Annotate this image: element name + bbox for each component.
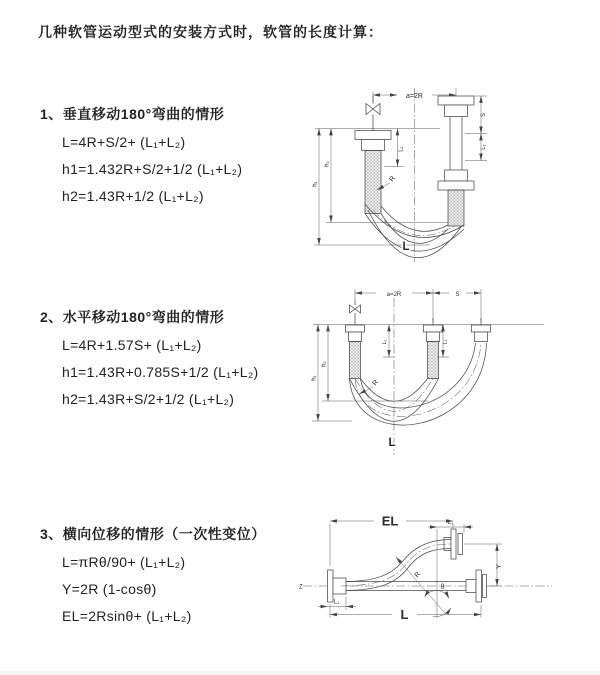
flange-plate [438, 96, 474, 105]
flange-plate [476, 570, 482, 602]
diagram-vertical-180-bend [300, 75, 595, 270]
angle-theta [425, 584, 452, 617]
dim-label-l1-top: L₁ [447, 520, 454, 527]
section-1-heading: 1、垂直移动180°弯曲的情形 [40, 106, 225, 122]
upper-flange-assembly [444, 529, 463, 559]
flange-plate [346, 325, 365, 332]
dim-label-h2: h₂ [321, 361, 328, 367]
dim-label-h2: h₂ [324, 161, 331, 167]
braided-hose [448, 190, 464, 226]
dim-label-theta: θ [440, 584, 445, 591]
dim-a2r [355, 289, 481, 322]
formula-h2: h2=1.43R+S/2+1/2 (L₁+L₂) [62, 391, 235, 407]
middle-pipe-assembly [424, 318, 443, 379]
section-lateral-displacement [40, 524, 300, 635]
formula-L: L=πRθ/90+ (L₁+L₂) [62, 554, 186, 570]
dim-h2 [322, 325, 428, 402]
section-horizontal-180 [40, 307, 300, 418]
flange-collar [362, 140, 385, 151]
dim-label-l1-left: L₁ [381, 339, 388, 345]
valve-icon [350, 300, 361, 325]
left-pipe-assembly [355, 96, 391, 214]
dim-label-h1: h₁ [311, 375, 318, 381]
dim-label-r: R [371, 378, 381, 388]
valve-icon [366, 96, 380, 131]
flange-plate [438, 181, 474, 190]
dim-label-l-total: L [388, 437, 396, 449]
dim-label-s: S [480, 112, 487, 118]
formula-Y: Y=2R (1-cosθ) [62, 581, 157, 597]
dim-l1-right [481, 134, 487, 161]
section-2-heading: 2、水平移动180°弯曲的情形 [40, 309, 225, 325]
dim-label-l: L [400, 607, 409, 622]
flange-collar [349, 332, 362, 342]
dim-el [330, 514, 453, 567]
flange-collar [475, 332, 488, 342]
dim-label-l1-mid: L₁ [442, 339, 449, 345]
axis-mark-z: Z [299, 584, 303, 591]
flange-plate [458, 534, 463, 555]
dim-label-h1: h₁ [312, 181, 319, 187]
section-3-heading: 3、横向位移的情形（一次性变位） [40, 526, 266, 542]
formula-h1: h1=1.43R+0.785S+1/2 (L₁+L₂) [62, 364, 259, 380]
scan-edge [0, 671, 600, 675]
dim-label-l1-left: L₁ [398, 146, 405, 152]
formula-h1: h1=1.432R+S/2+1/2 (L₁+L₂) [62, 161, 243, 177]
right-pipe-assembly [472, 318, 491, 342]
flange-collar [445, 170, 468, 181]
braided-hose [365, 151, 381, 214]
braided-hose [350, 342, 361, 379]
dim-label-r: R [388, 175, 398, 184]
flange-plate [355, 131, 391, 140]
dim-label-a2r: a=2R [406, 92, 423, 100]
page-title: 几种软管运动型式的安装方式时，软管的长度计算： [38, 24, 383, 40]
dim-label-a2r: a=2R [386, 291, 402, 298]
displaced-hose-curve [341, 540, 451, 591]
section-vertical-180 [40, 104, 300, 215]
dim-h2 [325, 129, 448, 223]
dim-h1 [312, 325, 352, 422]
right-pipe-assembly [438, 96, 474, 226]
flange-plate [483, 575, 487, 598]
dim-label-l1-right: L₁ [480, 144, 487, 150]
flange-plate [472, 325, 491, 332]
flange-plate [451, 529, 456, 559]
dim-label-l-total: L [402, 241, 410, 253]
braided-hose [428, 342, 439, 379]
dim-s [433, 292, 481, 298]
dim-label-s: S [455, 291, 460, 298]
diagram-horizontal-180-bend [300, 280, 600, 470]
dim-s-right [465, 96, 487, 161]
dim-l1-bottom [318, 597, 356, 610]
dim-l1-top [428, 520, 473, 618]
formula-EL: EL=2Rsinθ+ (L₁+L₂) [62, 608, 192, 624]
dim-label-el: EL [381, 513, 399, 529]
dim-l1-left [382, 325, 395, 358]
diagram-lateral-displacement [295, 498, 600, 650]
flange-plate [328, 570, 334, 602]
dim-label-y: Y [495, 564, 503, 569]
formula-h2: h2=1.43R+1/2 (L₁+L₂) [62, 188, 204, 204]
u-bend-hose-arcs [350, 343, 487, 425]
dim-label-r: R [413, 570, 423, 580]
formula-L: L=4R+1.57S+ (L₁+L₂) [62, 337, 202, 353]
dim-label-l1-bottom: L₁ [333, 599, 340, 606]
pipe-stem [450, 117, 462, 171]
flange-plate [424, 325, 443, 332]
left-pipe-assembly [346, 300, 365, 379]
flange-collar [427, 332, 440, 342]
formula-L: L=4R+S/2+ (L₁+L₂) [62, 134, 186, 150]
right-flange-assembly [466, 570, 487, 602]
flange-collar [466, 580, 476, 593]
flange-collar [445, 105, 468, 117]
